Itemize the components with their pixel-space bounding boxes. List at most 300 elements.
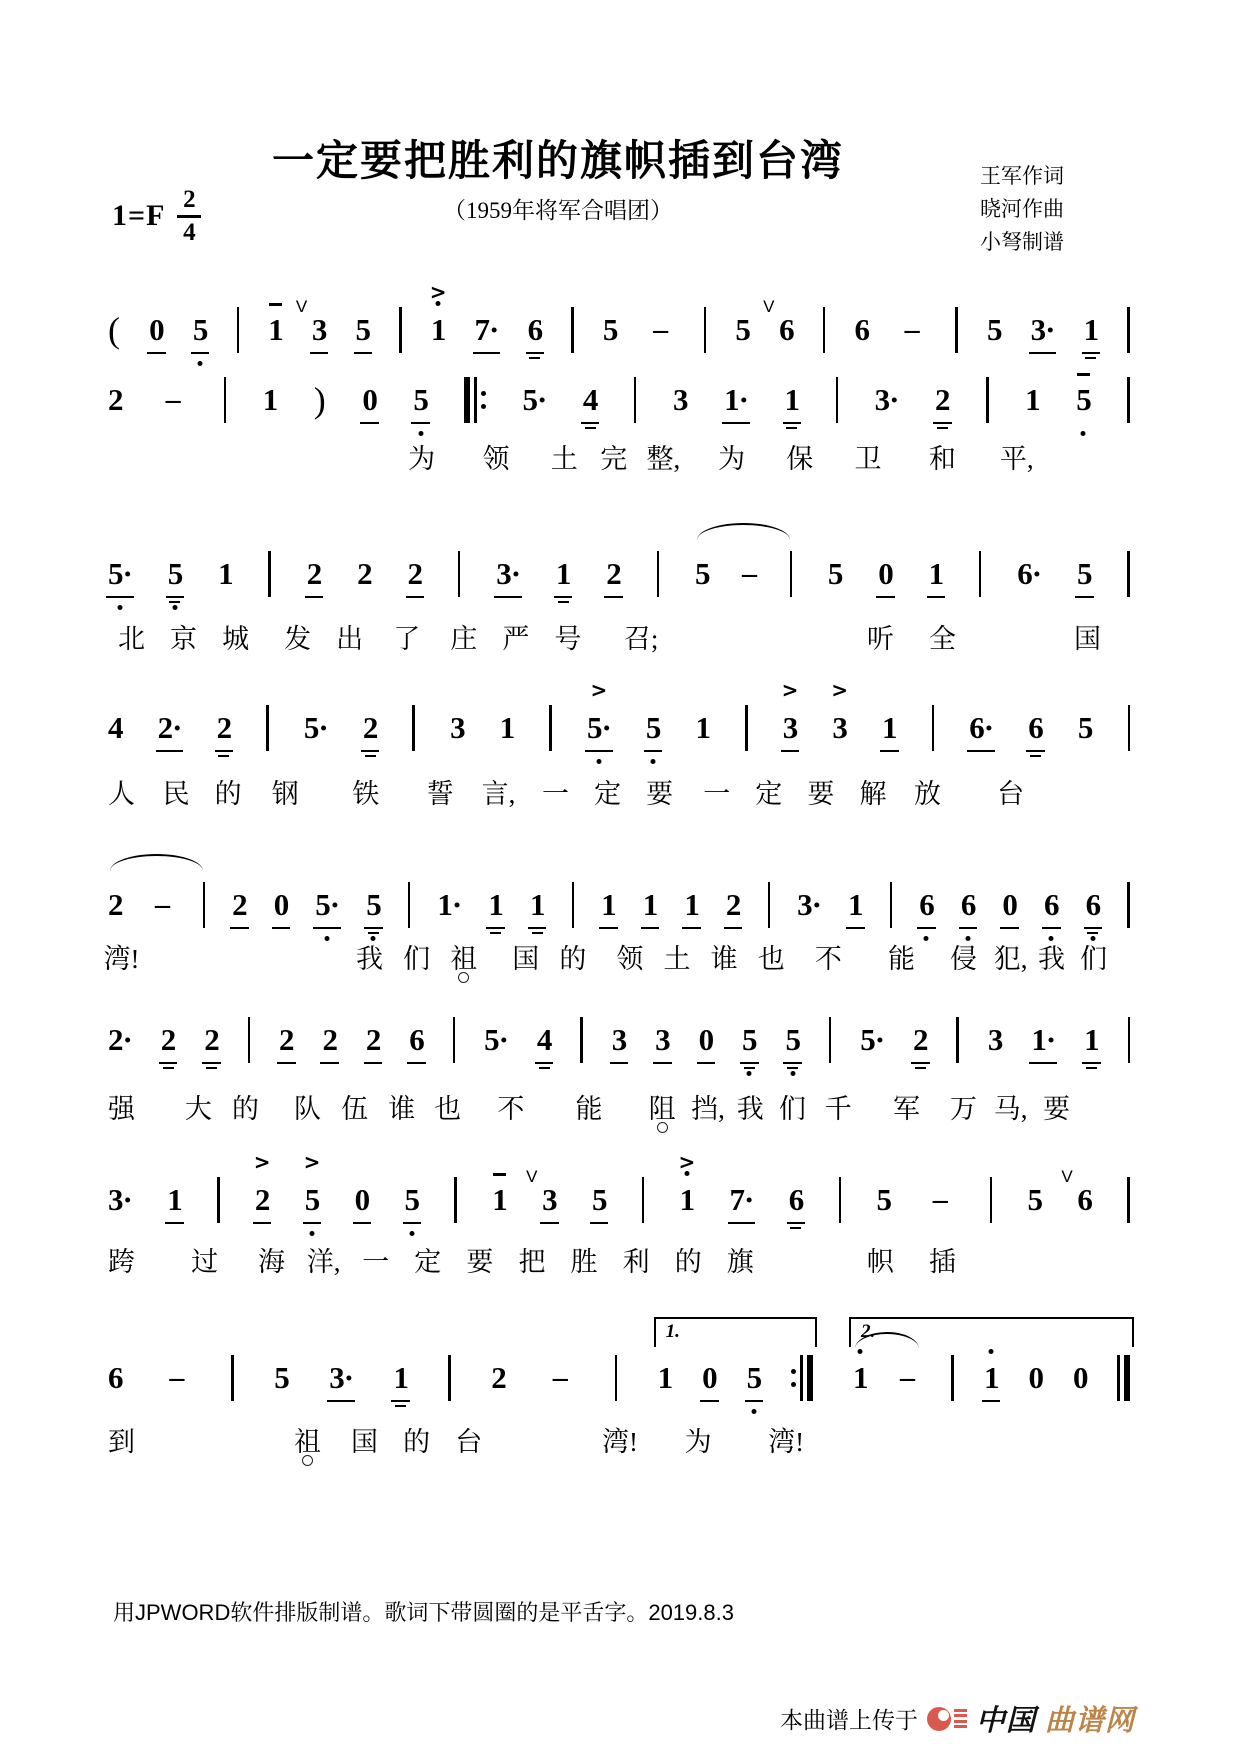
eighth-underline bbox=[535, 1062, 554, 1065]
lyric-char: 听 bbox=[866, 624, 894, 654]
note-value: 5 bbox=[366, 887, 381, 922]
note-1 bbox=[684, 887, 699, 923]
lyric-char: 不 bbox=[814, 944, 842, 974]
repeat-dot bbox=[791, 1369, 796, 1374]
eighth-underline bbox=[277, 1062, 296, 1065]
note-value: 5 bbox=[785, 1022, 800, 1057]
brand-name-black: 中国 bbox=[975, 1705, 1036, 1737]
eighth-underline bbox=[364, 927, 383, 930]
eighth-underline bbox=[391, 1400, 410, 1403]
eighth-underline bbox=[724, 927, 743, 930]
lyrics-line-5 bbox=[0, 937, 1240, 981]
note-value: 2 bbox=[279, 1022, 294, 1057]
barline bbox=[615, 1355, 618, 1401]
note-1 bbox=[1084, 1022, 1099, 1058]
repeat-dots bbox=[481, 391, 486, 409]
note-5 bbox=[828, 556, 843, 592]
eighth-underline bbox=[202, 1062, 221, 1065]
note-3 bbox=[781, 678, 799, 746]
note-value: 3 bbox=[987, 1022, 1003, 1057]
lyric-char: 犯, bbox=[993, 944, 1028, 974]
note-value: 3· bbox=[329, 1360, 354, 1395]
note-1 bbox=[488, 887, 503, 923]
note-0 bbox=[1028, 1360, 1043, 1396]
lyric-char: 人 bbox=[108, 779, 136, 809]
note-value: 1 bbox=[555, 556, 571, 591]
note-3 bbox=[831, 678, 849, 746]
duration-dash: – bbox=[742, 557, 757, 590]
sixteenth-underline bbox=[1086, 1067, 1097, 1069]
note-2 bbox=[408, 556, 423, 592]
note-0 bbox=[878, 556, 893, 592]
note-5 bbox=[1028, 1182, 1043, 1218]
breath-mark: V bbox=[763, 297, 775, 316]
barline bbox=[266, 705, 269, 751]
note-value: 7· bbox=[474, 312, 499, 347]
lyric-char: 伍 bbox=[341, 1094, 369, 1124]
eighth-underline bbox=[403, 1222, 422, 1225]
time-signature bbox=[177, 186, 201, 247]
logo-ball-icon bbox=[927, 1707, 951, 1731]
lyric-char: 民 bbox=[162, 779, 190, 809]
note-value: 1 bbox=[695, 710, 711, 745]
barline bbox=[580, 1017, 583, 1063]
barline bbox=[829, 1017, 832, 1063]
note-value: 1 bbox=[1084, 1022, 1099, 1057]
eighth-underline bbox=[933, 422, 952, 425]
note-value: 2 bbox=[491, 1360, 506, 1395]
note-value: 6 bbox=[919, 887, 934, 922]
meter-denominator: 4 bbox=[183, 218, 196, 246]
note-1 bbox=[268, 312, 283, 348]
sixteenth-underline bbox=[529, 357, 540, 359]
lyric-char: 为 bbox=[718, 444, 746, 474]
accent-mark: > bbox=[429, 280, 447, 304]
eighth-underline bbox=[1084, 927, 1103, 930]
note-value: 6 bbox=[527, 312, 543, 347]
thin-bar bbox=[1117, 1355, 1120, 1401]
lyric-char: 解 bbox=[859, 779, 887, 809]
low-octave-dot bbox=[747, 1071, 752, 1076]
eighth-underline bbox=[147, 352, 166, 355]
lyric-char: 祖 bbox=[294, 1420, 321, 1459]
credit-lyricist: 王军作词 bbox=[980, 164, 1064, 188]
note-2 bbox=[726, 887, 741, 923]
note-0 bbox=[362, 382, 377, 418]
duration-dash: – bbox=[904, 313, 920, 346]
note-value: 5 bbox=[404, 1182, 419, 1217]
note-value: 2 bbox=[407, 556, 422, 591]
lyric-char: 湾! bbox=[602, 1427, 638, 1457]
lyric-char: 誓 bbox=[426, 779, 454, 809]
eighth-underline bbox=[700, 1400, 719, 1403]
eighth-underline bbox=[876, 596, 895, 599]
accent-mark: > bbox=[303, 1150, 321, 1174]
eighth-underline bbox=[411, 422, 430, 425]
lyric-char: 马, bbox=[993, 1094, 1028, 1124]
barline bbox=[408, 882, 411, 928]
eighth-underline bbox=[494, 596, 522, 599]
lyric-char: 号 bbox=[554, 624, 582, 654]
lyric-char: 湾! bbox=[103, 944, 140, 974]
duration-dash: – bbox=[552, 1361, 568, 1394]
sixteenth-underline bbox=[915, 1067, 926, 1069]
note-value: 1· bbox=[1031, 1022, 1056, 1057]
note-2 bbox=[161, 1022, 176, 1058]
barline bbox=[990, 1177, 993, 1223]
barline bbox=[1128, 1017, 1131, 1063]
note-4 bbox=[583, 382, 598, 418]
lyric-char: 一 bbox=[542, 779, 570, 809]
note-1 bbox=[658, 1360, 673, 1396]
eighth-underline bbox=[1026, 750, 1045, 753]
accent-mark: > bbox=[831, 678, 849, 702]
lyric-char: 的 bbox=[674, 1247, 702, 1277]
eighth-underline bbox=[604, 596, 623, 599]
note-value: 5 bbox=[746, 1360, 762, 1395]
note-6dot bbox=[1017, 556, 1041, 592]
note-value: 5· bbox=[860, 1022, 885, 1057]
eighth-underline bbox=[364, 1062, 383, 1065]
lyric-char: 我 bbox=[1038, 944, 1066, 974]
note-5 bbox=[592, 1182, 607, 1218]
note-value: 1 bbox=[852, 1360, 868, 1395]
note-5 bbox=[193, 312, 208, 348]
low-octave-dot bbox=[409, 1231, 414, 1236]
note-value: 3· bbox=[108, 1182, 132, 1217]
notation-line-3 bbox=[108, 550, 1130, 598]
eighth-underline bbox=[303, 1222, 322, 1225]
lyric-char: 过 bbox=[191, 1247, 219, 1277]
note-value: 2 bbox=[108, 382, 123, 417]
note-3 bbox=[526, 1167, 557, 1218]
note-value: 0 bbox=[702, 1360, 717, 1395]
lyric-char: 京 bbox=[170, 624, 198, 654]
note-value: 5· bbox=[586, 710, 611, 745]
duration-dash: – bbox=[165, 383, 181, 416]
lyric-char: 湾! bbox=[768, 1427, 805, 1457]
lyrics-line-4 bbox=[0, 772, 1240, 816]
note-0 bbox=[702, 1360, 717, 1396]
lyric-char: 北 bbox=[117, 624, 145, 654]
barline bbox=[951, 1355, 954, 1401]
note-value: 5 bbox=[355, 312, 371, 347]
note-value: 3· bbox=[874, 382, 899, 417]
barline bbox=[932, 705, 935, 751]
duration-dash: – bbox=[169, 1361, 185, 1394]
eighth-underline bbox=[310, 352, 329, 355]
eighth-underline bbox=[641, 927, 660, 930]
notation-line-1 bbox=[108, 280, 1130, 354]
note-5 bbox=[303, 1150, 321, 1218]
low-octave-dot bbox=[1081, 431, 1086, 436]
volta-1 bbox=[657, 1321, 813, 1401]
eighth-underline bbox=[526, 352, 545, 355]
sixteenth-underline bbox=[787, 1067, 798, 1069]
note-value: 5· bbox=[303, 710, 328, 745]
note-value: 2 bbox=[232, 887, 247, 922]
barline bbox=[231, 1355, 234, 1401]
barline bbox=[642, 1177, 645, 1223]
lyrics-line-6 bbox=[0, 1087, 1240, 1131]
eighth-underline bbox=[610, 1062, 629, 1065]
thick-bar bbox=[807, 1355, 813, 1401]
note-2 bbox=[217, 710, 232, 746]
barline bbox=[248, 1017, 251, 1063]
note-5 bbox=[168, 556, 183, 592]
note-5 bbox=[742, 1022, 757, 1058]
sixteenth-underline bbox=[937, 427, 948, 429]
low-octave-dot bbox=[751, 1409, 756, 1414]
note-1 bbox=[929, 556, 944, 592]
note-value: 1 bbox=[1025, 382, 1040, 417]
note-value: 2 bbox=[606, 556, 621, 591]
note-value: 3 bbox=[611, 1022, 627, 1057]
note-2 bbox=[322, 1022, 337, 1058]
note-value: 2 bbox=[306, 556, 322, 591]
note-value: 5· bbox=[108, 556, 132, 591]
lyric-char: 祖 bbox=[450, 937, 477, 976]
eighth-underline bbox=[165, 1222, 184, 1225]
note-1 bbox=[696, 710, 711, 746]
eighth-underline bbox=[156, 750, 184, 753]
lyric-char: 到 bbox=[108, 1427, 136, 1457]
repeat-dot bbox=[481, 404, 486, 409]
lyric-char: 国 bbox=[1073, 624, 1101, 654]
note-value: 1 bbox=[642, 887, 658, 922]
eighth-underline bbox=[320, 1062, 339, 1065]
eighth-underline bbox=[745, 1400, 764, 1403]
eighth-underline bbox=[783, 1062, 802, 1065]
lyric-char: 把 bbox=[518, 1247, 546, 1277]
note-2 bbox=[363, 710, 378, 746]
lyric-char: 要 bbox=[466, 1247, 494, 1277]
note-1 bbox=[785, 382, 800, 418]
note-value: 1 bbox=[983, 1360, 999, 1395]
note-value: 5 bbox=[695, 556, 710, 591]
note-2 bbox=[606, 556, 621, 592]
note-6 bbox=[1086, 887, 1101, 923]
eighth-underline bbox=[305, 596, 324, 599]
note-4 bbox=[537, 1022, 552, 1058]
tie-group bbox=[695, 551, 792, 597]
sixteenth-underline bbox=[532, 932, 543, 934]
note-2 bbox=[253, 1150, 271, 1218]
note-3dot bbox=[875, 382, 899, 418]
note-value: 0 bbox=[149, 312, 164, 347]
note-value: 5 bbox=[274, 1360, 289, 1395]
eighth-underline bbox=[967, 750, 995, 753]
note-value: 0 bbox=[273, 887, 289, 922]
barline bbox=[458, 551, 461, 597]
eighth-underline bbox=[1042, 927, 1061, 930]
eighth-underline bbox=[253, 1222, 272, 1225]
note-3 bbox=[612, 1022, 627, 1058]
note-5 bbox=[735, 312, 750, 348]
lyric-char: 一 bbox=[703, 779, 731, 809]
note-value: 6 bbox=[779, 312, 794, 347]
note-1dot bbox=[1031, 1022, 1055, 1058]
note-value: 1 bbox=[268, 312, 283, 347]
note-2 bbox=[491, 1360, 506, 1396]
sixteenth-underline bbox=[1085, 357, 1096, 359]
accent-mark: > bbox=[590, 678, 608, 702]
low-octave-dot bbox=[418, 431, 423, 436]
barline bbox=[956, 1017, 959, 1063]
note-value: 1 bbox=[430, 312, 446, 347]
note-2 bbox=[913, 1022, 928, 1058]
note-value: 5 bbox=[304, 1182, 320, 1217]
lyric-char: 铁 bbox=[352, 779, 380, 809]
lyric-char: 整, bbox=[646, 444, 681, 474]
eighth-underline bbox=[846, 927, 865, 930]
eighth-underline bbox=[581, 422, 600, 425]
note-1 bbox=[643, 887, 658, 923]
note-value: 0 bbox=[1028, 1360, 1043, 1395]
note-value: 6 bbox=[854, 312, 869, 347]
tie-group bbox=[108, 882, 205, 928]
thick-bar bbox=[1124, 1355, 1130, 1401]
barline bbox=[955, 307, 958, 353]
note-value: 1 bbox=[928, 556, 944, 591]
lyric-char: 阻 bbox=[649, 1087, 676, 1126]
note-1 bbox=[218, 556, 233, 592]
note-5dot bbox=[586, 678, 611, 746]
note-5dot bbox=[484, 1022, 508, 1058]
barline bbox=[634, 377, 637, 423]
note-value: 5· bbox=[484, 1022, 508, 1057]
eighth-underline bbox=[722, 422, 750, 425]
note-5dot bbox=[304, 710, 328, 746]
lyric-char: 土 bbox=[663, 944, 691, 974]
eighth-underline bbox=[982, 1400, 1001, 1403]
note-value: 1 bbox=[1083, 312, 1099, 347]
note-2 bbox=[935, 382, 950, 418]
eighth-underline bbox=[728, 1222, 756, 1225]
lyric-char: 的 bbox=[232, 1094, 260, 1124]
note-5 bbox=[405, 1182, 420, 1218]
eighth-underline bbox=[486, 927, 505, 930]
final-barline bbox=[1117, 1355, 1130, 1401]
duration-dash: – bbox=[899, 1361, 915, 1394]
note-value: 1 bbox=[262, 382, 278, 417]
eighth-underline bbox=[1082, 352, 1101, 355]
eighth-underline bbox=[406, 596, 425, 599]
note-6 bbox=[919, 887, 934, 923]
note-6 bbox=[961, 887, 976, 923]
note-3 bbox=[673, 382, 688, 418]
lyric-char: 台 bbox=[997, 779, 1025, 809]
note-1 bbox=[853, 1360, 868, 1396]
eighth-underline bbox=[106, 596, 134, 599]
note-value: 5 bbox=[1077, 556, 1092, 591]
note-5 bbox=[1076, 382, 1091, 418]
note-value: 3 bbox=[673, 382, 688, 417]
lyric-char: 侵 bbox=[949, 944, 977, 974]
lyric-char: 为 bbox=[408, 444, 436, 474]
lyric-char: 们 bbox=[403, 944, 431, 974]
note-2 bbox=[366, 1022, 381, 1058]
sixteenth-underline bbox=[365, 755, 376, 757]
note-value: 2 bbox=[254, 1182, 270, 1217]
site-logo-icon bbox=[927, 1707, 967, 1731]
repeat-end-barline bbox=[791, 1355, 813, 1401]
lyrics-line-2 bbox=[0, 437, 1240, 481]
eighth-underline bbox=[590, 1222, 609, 1225]
eighth-underline bbox=[880, 750, 899, 753]
note-value: 0 bbox=[1002, 887, 1017, 922]
note-1 bbox=[530, 887, 545, 923]
eighth-underline bbox=[1082, 1062, 1101, 1065]
eighth-underline bbox=[354, 352, 373, 355]
note-value: 3· bbox=[797, 887, 821, 922]
credit-transcriber: 小弩制谱 bbox=[980, 230, 1064, 254]
eighth-underline bbox=[740, 1062, 759, 1065]
eighth-underline bbox=[540, 1222, 559, 1225]
note-value: 1 bbox=[499, 710, 515, 745]
note-7dot bbox=[475, 312, 499, 348]
low-octave-dot bbox=[172, 605, 177, 610]
sixteenth-underline bbox=[790, 1227, 801, 1229]
note-5 bbox=[603, 312, 618, 348]
note-value: 5 bbox=[591, 1182, 607, 1217]
eighth-underline bbox=[230, 927, 249, 930]
note-3dot bbox=[1031, 312, 1055, 348]
low-octave-dot bbox=[198, 361, 203, 366]
low-octave-dot bbox=[790, 1071, 795, 1076]
lyric-char: 谁 bbox=[710, 944, 738, 974]
lyric-char: 发 bbox=[284, 624, 312, 654]
note-6 bbox=[1028, 710, 1043, 746]
note-value: 1· bbox=[724, 382, 748, 417]
brand-name-orange: 曲谱网 bbox=[1044, 1705, 1135, 1737]
repeat-begin-barline bbox=[464, 377, 486, 423]
barline bbox=[454, 1177, 457, 1223]
note-1 bbox=[167, 1182, 182, 1218]
sixteenth-underline bbox=[539, 1067, 550, 1069]
duration-dash: – bbox=[932, 1183, 948, 1216]
key-label: 1=F bbox=[112, 199, 166, 233]
low-octave-dot bbox=[651, 759, 656, 764]
note-value: 5 bbox=[413, 382, 428, 417]
eighth-underline bbox=[1000, 927, 1019, 930]
note-0 bbox=[1073, 1360, 1088, 1396]
note-value: 4 bbox=[582, 382, 598, 417]
note-1dot bbox=[724, 382, 748, 418]
note-5dot bbox=[108, 556, 132, 592]
lyric-char: 和 bbox=[928, 444, 956, 474]
note-value: 1 bbox=[492, 1182, 507, 1217]
overline-mark bbox=[269, 303, 282, 306]
lyric-char: 国 bbox=[351, 1427, 379, 1457]
lyric-char: 帜 bbox=[866, 1247, 894, 1277]
note-value: 6· bbox=[1017, 556, 1042, 591]
breath-mark: V bbox=[526, 1167, 538, 1186]
lyric-char: 一 bbox=[362, 1247, 390, 1277]
barline bbox=[1128, 705, 1131, 751]
sixteenth-underline bbox=[368, 932, 379, 934]
lyric-char: 强 bbox=[108, 1094, 136, 1124]
note-value: 6· bbox=[969, 710, 994, 745]
note-2dot bbox=[158, 710, 182, 746]
lyric-char: 我 bbox=[356, 944, 384, 974]
note-1 bbox=[984, 1360, 999, 1396]
note-5 bbox=[785, 1022, 800, 1058]
lyric-char: 要 bbox=[646, 779, 674, 809]
note-1 bbox=[882, 710, 897, 746]
volta-label: 1. bbox=[665, 1321, 680, 1342]
eighth-underline bbox=[787, 1222, 806, 1225]
